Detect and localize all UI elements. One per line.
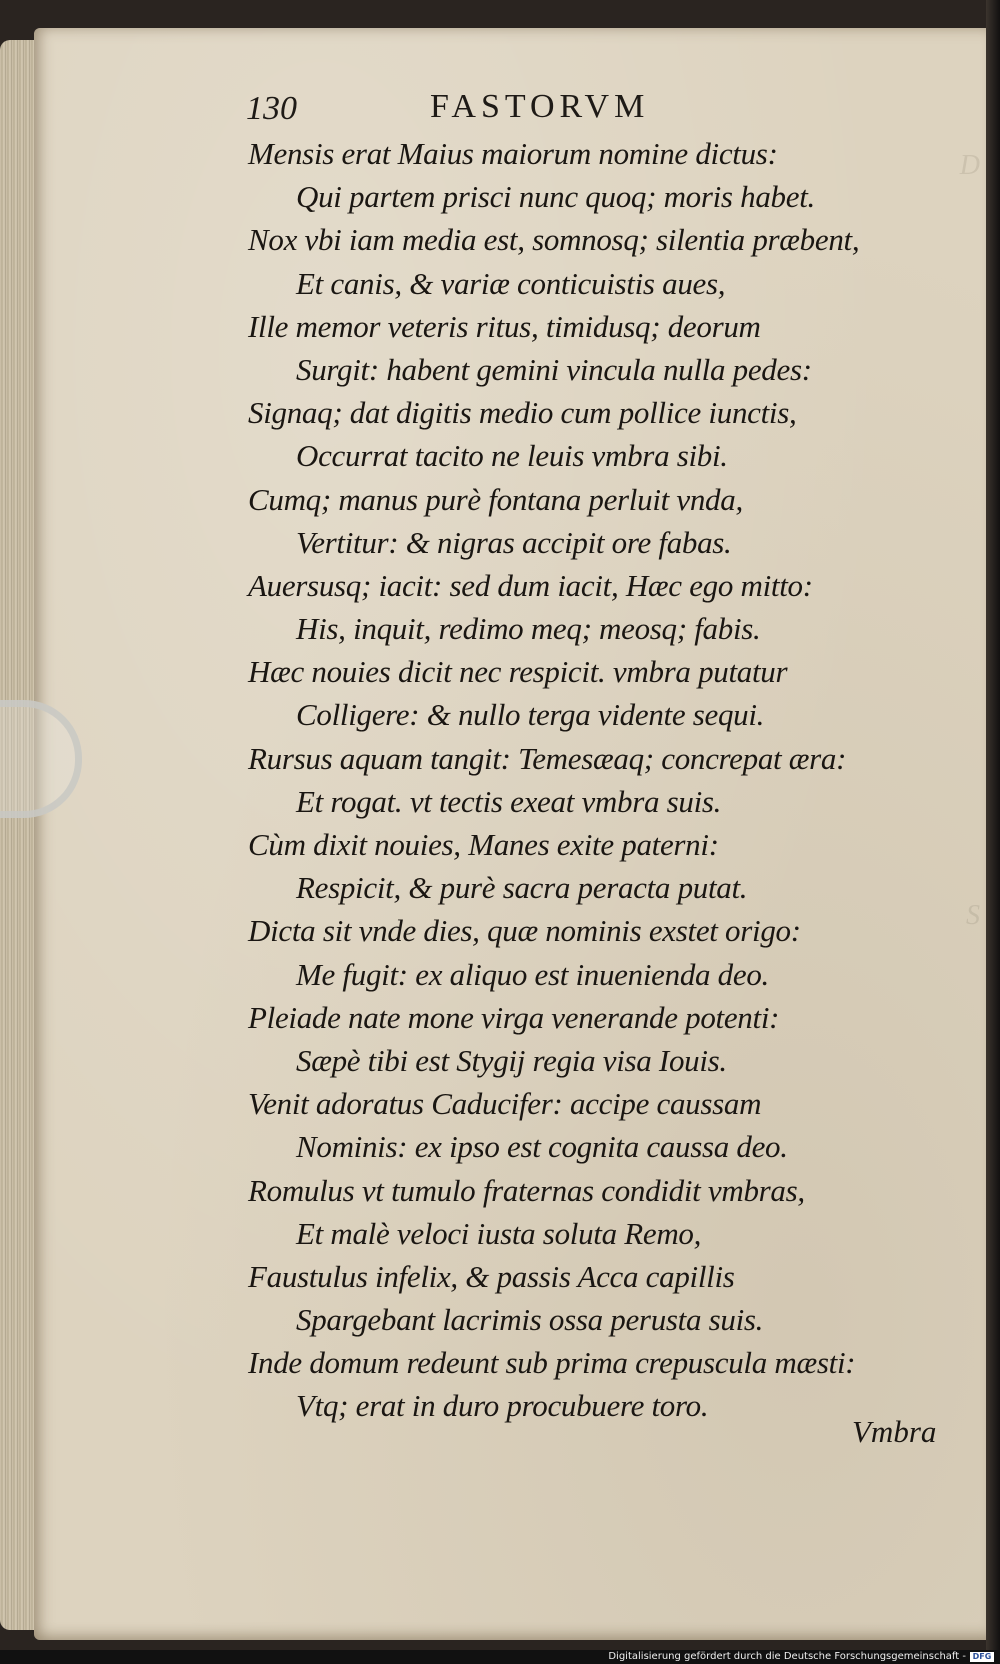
- verse-line: Spargebant lacrimis ossa perusta suis.: [296, 1302, 764, 1338]
- verse-line: Romulus vt tumulo fraternas condidit vmbras,: [248, 1172, 805, 1208]
- verse-line: Et rogat. vt tectis exeat vmbra suis.: [296, 783, 722, 819]
- verse-line: Colligere: & nullo terga vidente sequi.: [296, 697, 765, 733]
- verse-line: Venit adoratus Caducifer: accipe caussam: [248, 1086, 762, 1122]
- verse-line: Auersusq; iacit: sed dum iacit, Hæc ego mitto:: [248, 567, 813, 603]
- verse-line: Et malè veloci iusta soluta Remo,: [296, 1215, 702, 1251]
- dfg-logo: DFG: [970, 1652, 994, 1662]
- verse-list: [248, 132, 948, 1428]
- verse-line: Et canis, & variæ conticuistis aues,: [296, 265, 726, 301]
- verse-line: Inde domum redeunt sub prima crepuscula mæsti:: [248, 1345, 856, 1381]
- verse-line: Surgit: habent gemini vincula nulla pedes:: [296, 351, 812, 387]
- verse-line: Qui partem prisci nunc quoq; moris habet.: [296, 179, 815, 215]
- verse-line: Pleiade nate mone virga venerande potenti:: [248, 999, 780, 1035]
- page-number: 130: [246, 90, 297, 127]
- funding-credit: Digitalisierung gefördert durch die Deutsche Forschungsgemeinschaft -: [608, 1651, 966, 1662]
- verse-line: Ille memor veteris ritus, timidusq; deorum: [248, 308, 761, 344]
- verse-line: Faustulus infelix, & passis Acca capillis: [248, 1258, 735, 1294]
- page-header: [240, 84, 820, 134]
- right-gutter: [986, 0, 1000, 1650]
- verse-line: Occurrat tacito ne leuis vmbra sibi.: [296, 438, 728, 474]
- verse-line: His, inquit, redimo meq; meosq; fabis.: [296, 611, 761, 647]
- footer-bar: [0, 1650, 1000, 1664]
- verse-line: Cùm dixit nouies, Manes exite paterni:: [248, 827, 719, 862]
- show-through-mark: S: [966, 900, 980, 931]
- verse-line: Nominis: ex ipso est cognita caussa deo.: [296, 1129, 788, 1165]
- verse-line: Respicit, & purè sacra peracta putat.: [296, 870, 748, 906]
- verse-line: Hæc nouies dicit nec respicit. vmbra putatur: [248, 654, 788, 690]
- verse-line: Cumq; manus purè fontana perluit vnda,: [248, 481, 743, 517]
- verse-line: Rursus aquam tangit: Temesæaq; concrepat æra:: [248, 740, 847, 776]
- show-through-mark: D: [959, 150, 980, 181]
- verse-line: Dicta sit vnde dies, quæ nominis exstet origo:: [248, 913, 801, 949]
- verse-line: Signaq; dat digitis medio cum pollice iunctis,: [248, 395, 797, 431]
- verse-line: Sæpè tibi est Stygij regia visa Iouis.: [296, 1042, 727, 1078]
- running-title: FASTORVM: [430, 88, 650, 125]
- verse-line: Vertitur: & nigras accipit ore fabas.: [296, 524, 732, 560]
- catchword: Vmbra: [852, 1414, 937, 1449]
- verse-line: Vtq; erat in duro procubuere toro.: [296, 1388, 709, 1424]
- verse-line: Nox vbi iam media est, somnosq; silentia præbent,: [248, 222, 860, 258]
- verse-line: Mensis erat Maius maiorum nomine dictus:: [248, 136, 778, 171]
- verse-line: Me fugit: ex aliquo est inuenienda deo.: [296, 956, 769, 992]
